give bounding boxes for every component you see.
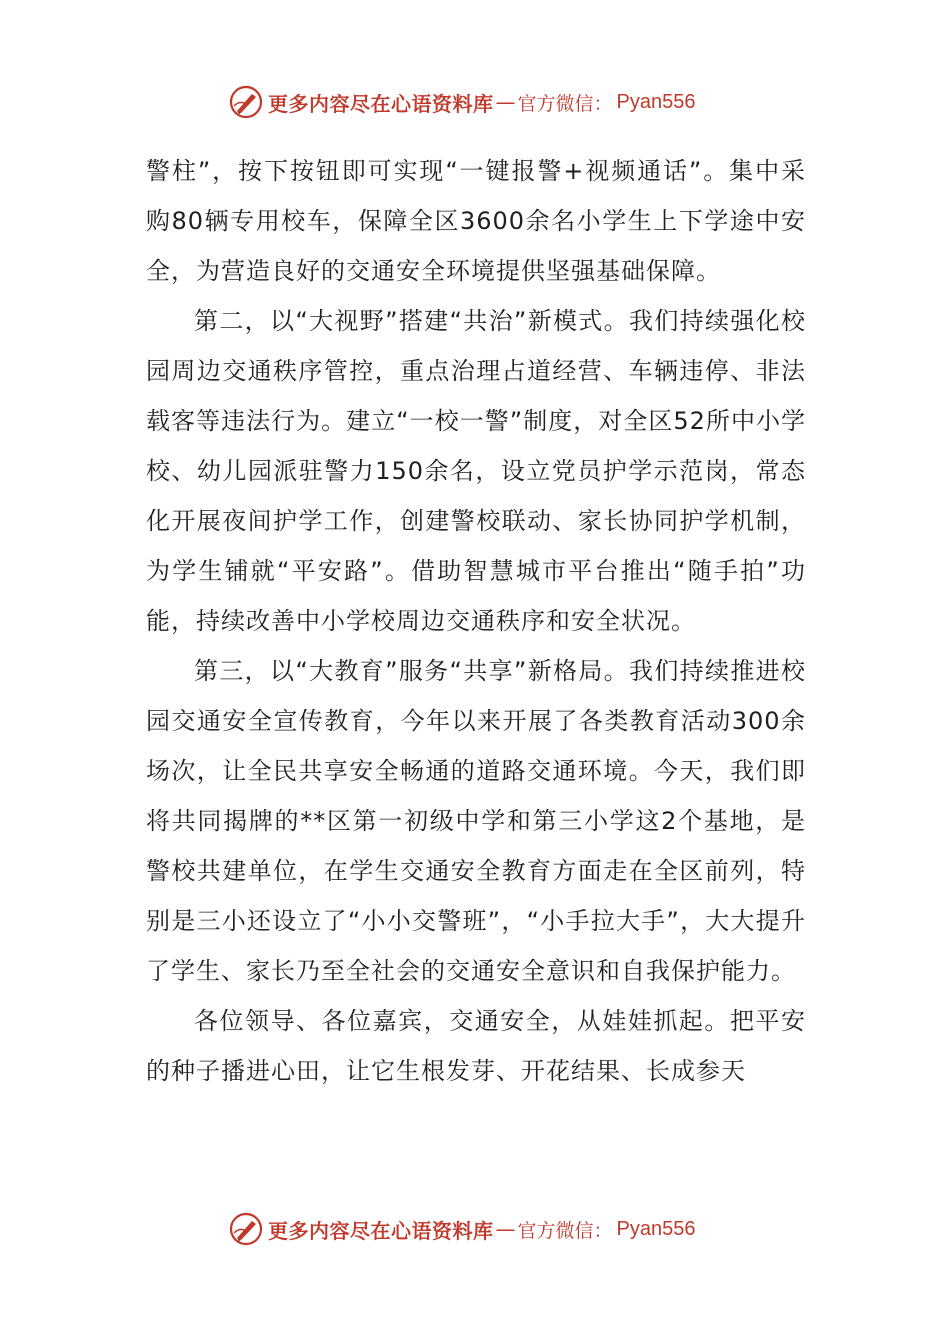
footer-wechat-id: Pyan556 <box>616 1217 696 1240</box>
paragraph-closing: 各位领导、各位嘉宾，交通安全，从娃娃抓起。把平安的种子播进心田，让它生根发芽、开花结果、长成参天 <box>146 1007 806 1085</box>
footer-separator: — <box>495 1217 516 1241</box>
header-site-name: 更多内容尽在心语资料库 <box>268 91 494 116</box>
paragraph-second: 第二，以“大视野”搭建“共治”新模式。我们持续强化校园周边交通秩序管控，重点治理占道经营、车辆违停、非法载客等违法行为。建立“一校一警”制度，对全区52所中小学校、幼儿园派驻警力150余名，设立党员护学示范岗，常态化开展夜间护学工作，创建警校联动、家长协同护学机制，为学生铺就“平安路”。借助智慧城市平台推出“随手拍”功能，持续改善中小学校周边交通秩序和安全状况。 <box>146 307 806 635</box>
pen-logo-icon <box>228 84 264 120</box>
paragraph-continued: 警柱”，按下按钮即可实现“一键报警+视频通话”。集中采购80辆专用校车，保障全区3600余名小学生上下学途中安全，为营造良好的交通安全环境提供坚强基础保障。 <box>146 157 806 285</box>
header-wechat-label: 官方微信： <box>517 92 613 115</box>
header-separator: — <box>495 90 516 114</box>
header-wechat-id: Pyan556 <box>616 90 696 113</box>
footer-site-name: 更多内容尽在心语资料库 <box>268 1218 494 1243</box>
header-watermark <box>228 82 695 122</box>
paragraph-third: 第三，以“大教育”服务“共享”新格局。我们持续推进校园交通安全宣传教育，今年以来开展了各类教育活动300余场次，让全民共享安全畅通的道路交通环境。今天，我们即将共同揭牌的**区第一初级中学和第三小学这2个基地，是警校共建单位，在学生交通安全教育方面走在全区前列，特别是三小还设立了“小小交警班”，“小手拉大手”，大大提升了学生、家长乃至全社会的交通安全意识和自我保护能力。 <box>146 657 806 985</box>
footer-wechat-label: 官方微信： <box>517 1219 613 1242</box>
article-body <box>146 146 806 1096</box>
footer-watermark <box>228 1209 695 1249</box>
pen-logo-icon <box>228 1211 264 1247</box>
